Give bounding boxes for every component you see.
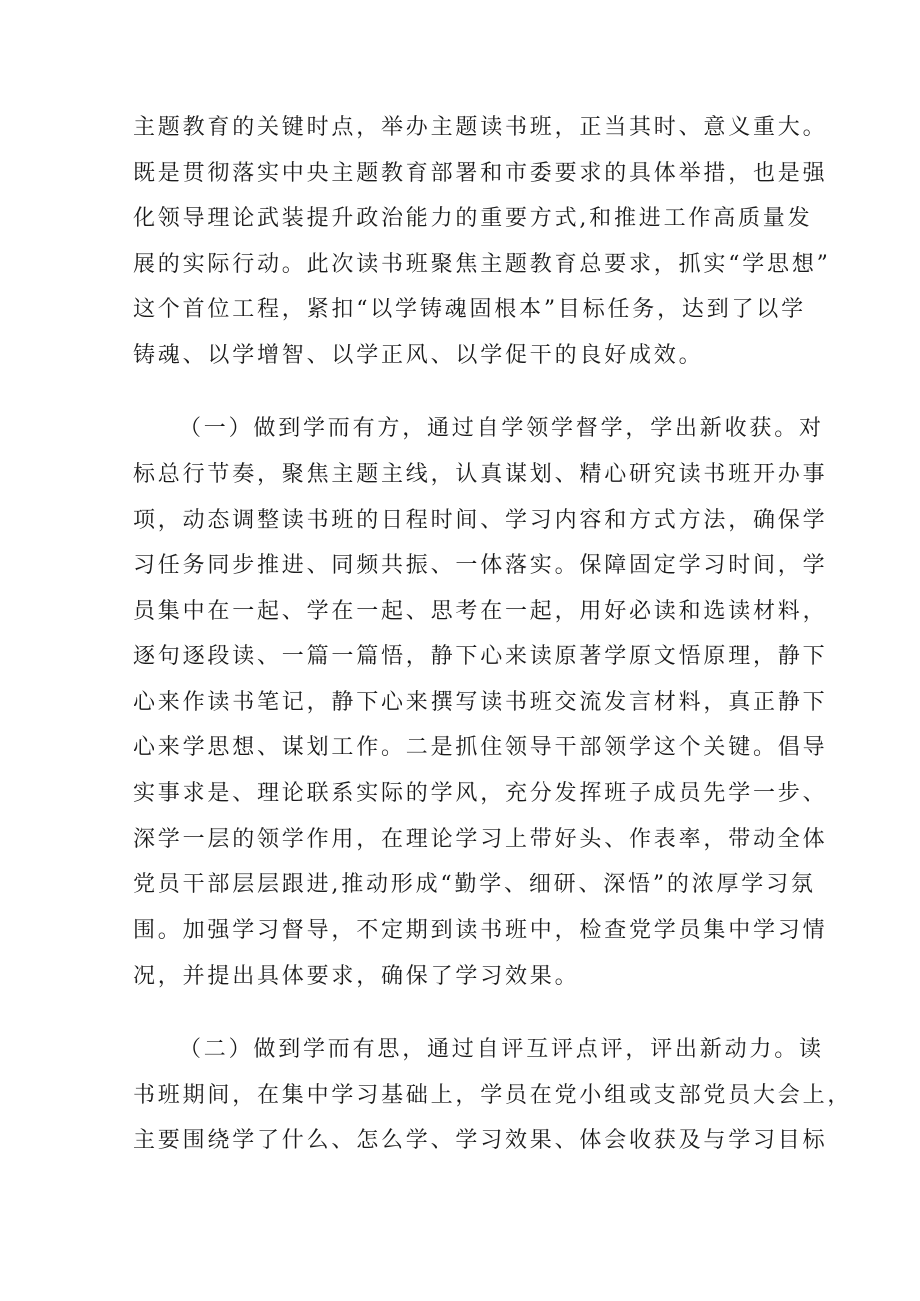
paragraph-line: 这个首位工程，紧扣“以学铸魂固根本”目标任务，达到了以学 [133,297,806,322]
paragraph-line: 逐句逐段读、一篇一篇悟，静下心来读原著学原文悟原理，静下 [133,644,828,669]
paragraph-line: （一）做到学而有方，通过自学领学督学，学出新收获。对 [179,416,824,441]
paragraph-line: 员集中在一起、学在一起、思考在一起，用好必读和选读材料， [133,599,828,624]
paragraph-line: 书班期间，在集中学习基础上，学员在党小组或支部党员大会上， [133,1083,853,1108]
paragraph-line: 心来作读书笔记，静下心来撰写读书班交流发言材料，真正静下 [133,690,828,715]
paragraph-line: 主要围绕学了什么、怎么学、学习效果、体会收获及与学习目标 [133,1128,828,1153]
paragraph-line: 既是贯彻落实中央主题教育部署和市委要求的具体举措，也是强 [133,161,828,186]
paragraph-line: 围。加强学习督导，不定期到读书班中，检查党学员集中学习情 [133,918,828,943]
paragraph-line: 化领导理论武装提升政治能力的重要方式,和推进工作高质量发 [133,206,813,231]
paragraph-line: 况，并提出具体要求，确保了学习效果。 [133,964,580,989]
paragraph-line: 标总行节奏，聚焦主题主线，认真谋划、精心研究读书班开办事 [133,462,828,487]
paragraph-line: 主题教育的关键时点，举办主题读书班，正当其时、意义重大。 [133,115,828,140]
paragraph-line: 党员干部层层跟进,推动形成“勤学、细研、深悟”的浓厚学习氛 [133,872,816,897]
paragraph-line: 铸魂、以学增智、以学正风、以学促干的良好成效。 [133,343,704,368]
paragraph-line: （二）做到学而有思，通过自评互评点评，评出新动力。读 [179,1037,824,1062]
paragraph-line: 心来学思想、谋划工作。二是抓住领导干部领学这个关键。倡导 [133,735,828,760]
paragraph-line: 项，动态调整读书班的日程时间、学习内容和方式方法，确保学 [133,508,828,533]
paragraph-line: 深学一层的领学作用，在理论学习上带好头、作表率，带动全体 [133,827,828,852]
paragraph-line: 展的实际行动。此次读书班聚焦主题教育总要求，抓实“学思想” [133,252,831,277]
paragraph-line: 实事求是、理论联系实际的学风，充分发挥班子成员先学一步、 [133,781,828,806]
paragraph-line: 习任务同步推进、同频共振、一体落实。保障固定学习时间，学 [133,553,828,578]
